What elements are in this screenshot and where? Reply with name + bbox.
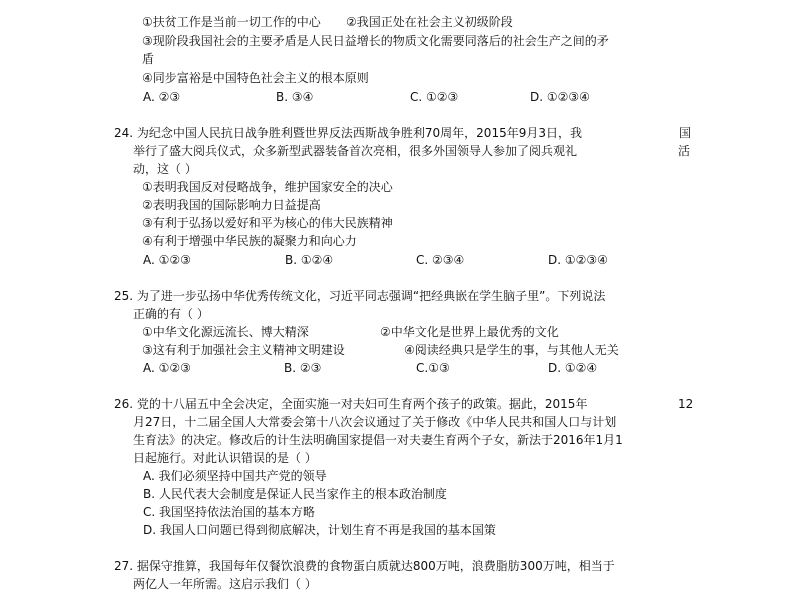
q24-stem-line-1-end: 国 <box>679 126 692 140</box>
q25-stem-line-1: 25. 为了进一步弘扬中华优秀传统文化，习近平同志强调“把经典嵌在学生脑子里”。下列说法 <box>114 289 606 303</box>
q24-statement-3: ③有利于弘扬以爱好和平为核心的伟大民族精神 <box>142 216 393 230</box>
q23-option-b: B. ③④ <box>276 90 314 104</box>
q23-statement-2: ②我国正处在社会主义初级阶段 <box>346 15 513 29</box>
q26-stem-line-3: 生育法》的决定。修改后的计生法明确国家提倡一对夫妻生育两个子女，新法于2016年1月1 <box>133 433 623 447</box>
q23-statement-3-cont: 盾 <box>142 52 155 66</box>
q25-stem-line-2: 正确的有（ ） <box>133 307 209 321</box>
q26-stem-line-4: 日起施行。对此认识错误的是（ ） <box>133 451 317 465</box>
q23-option-c: C. ①②③ <box>410 90 459 104</box>
q24-option-a: A. ①②③ <box>143 253 191 267</box>
q24-stem-line-1: 24. 为纪念中国人民抗日战争胜利暨世界反法西斯战争胜利70周年，2015年9月3日，我 <box>114 126 582 140</box>
q24-option-b: B. ①②④ <box>285 253 334 267</box>
q25-statement-1: ①中华文化源远流长、博大精深 <box>142 325 309 339</box>
q27-stem-line-1: 27. 据保守推算，我国每年仅餐饮浪费的食物蛋白质就达800万吨，浪费脂肪300万吨，相当于 <box>114 559 615 573</box>
q24-option-d: D. ①②③④ <box>548 253 608 267</box>
q24-statement-2: ②表明我国的国际影响力日益提高 <box>142 198 321 212</box>
q25-option-c: C.①③ <box>416 361 450 375</box>
q24-stem-line-2-end: 活 <box>678 144 691 158</box>
q23-option-a: A. ②③ <box>143 90 181 104</box>
q27-stem-line-2: 两亿人一年所需。这启示我们（ ） <box>133 577 317 591</box>
q25-statement-3: ③这有利于加强社会主义精神文明建设 <box>142 343 345 357</box>
q25-option-a: A. ①②③ <box>143 361 191 375</box>
q26-stem-line-1: 26. 党的十八届五中全会决定，全面实施一对夫妇可生育两个孩子的政策。据此，2015年 <box>114 397 588 411</box>
q26-stem-line-2: 月27日，十二届全国人大常委会第十八次会议通过了关于修改《中华人民共和国人口与计划 <box>133 415 617 429</box>
q25-option-d: D. ①②④ <box>548 361 598 375</box>
q23-option-d: D. ①②③④ <box>530 90 590 104</box>
q26-stem-line-1-end: 12 <box>678 397 694 411</box>
q24-stem-line-2: 举行了盛大阅兵仪式，众多新型武器装备首次亮相，很多外国领导人参加了阅兵观礼 <box>133 144 578 158</box>
q25-statement-2: ②中华文化是世界上最优秀的文化 <box>380 325 559 339</box>
q26-option-d: D. 我国人口问题已得到彻底解决，计划生育不再是我国的基本国策 <box>143 523 496 537</box>
q24-statement-1: ①表明我国反对侵略战争，维护国家安全的决心 <box>142 180 393 194</box>
q23-statement-1: ①扶贫工作是当前一切工作的中心 <box>142 15 321 29</box>
q25-statement-4: ④阅读经典只是学生的事，与其他人无关 <box>404 343 619 357</box>
q25-option-b: B. ②③ <box>284 361 322 375</box>
q24-statement-4: ④有利于增强中华民族的凝聚力和向心力 <box>142 234 357 248</box>
q24-stem-line-3: 动，这（ ） <box>133 162 197 176</box>
q26-option-c: C. 我国坚持依法治国的基本方略 <box>143 505 316 519</box>
q23-statement-4: ④同步富裕是中国特色社会主义的根本原则 <box>142 71 369 85</box>
q24-option-c: C. ②③④ <box>416 253 465 267</box>
q26-option-a: A. 我们必须坚持中国共产党的领导 <box>143 469 327 483</box>
q26-option-b: B. 人民代表大会制度是保证人民当家作主的根本政治制度 <box>143 487 447 501</box>
q23-statement-3: ③现阶段我国社会的主要矛盾是人民日益增长的物质文化需要同落后的社会生产之间的矛 <box>142 34 609 48</box>
